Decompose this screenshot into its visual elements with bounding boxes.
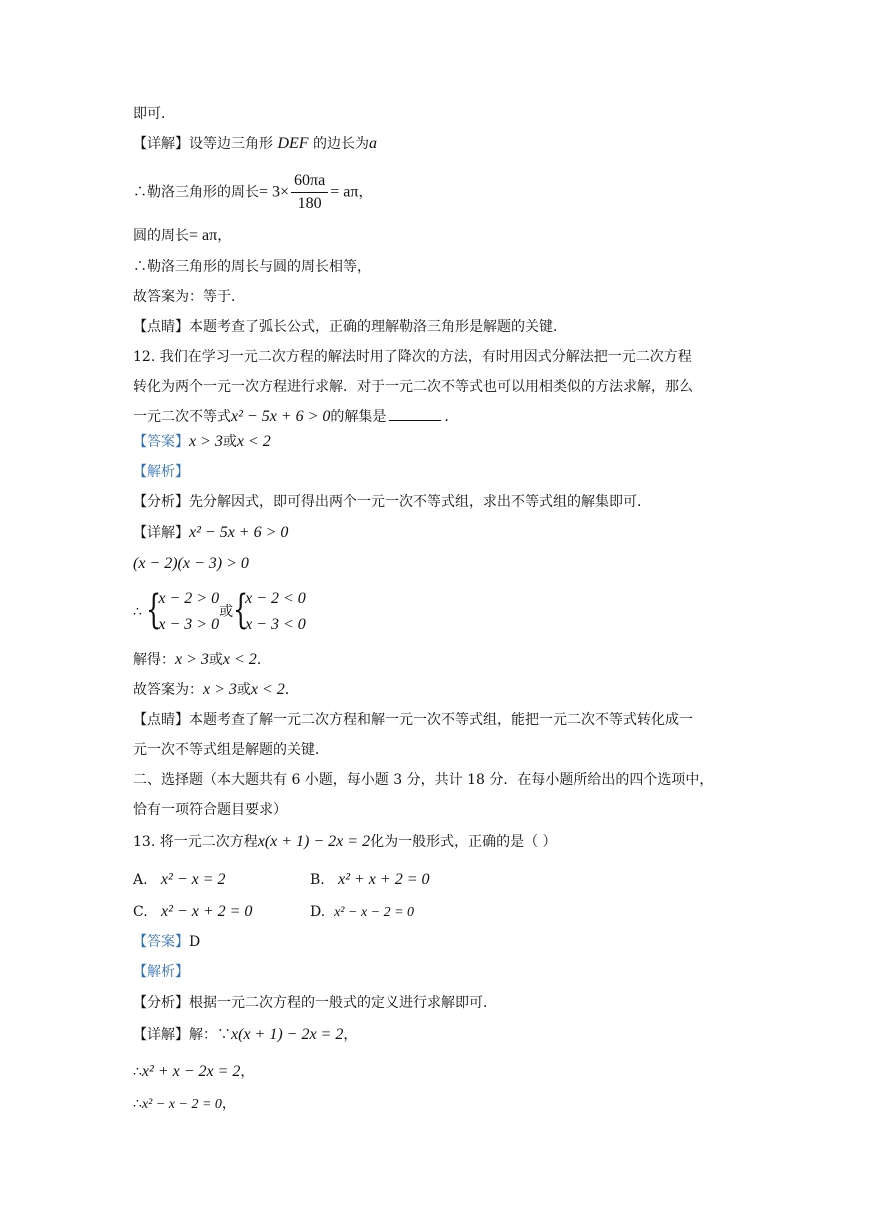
math-a: a [369, 135, 378, 152]
analysis-label: 【解析】 [133, 464, 189, 480]
analysis-text: 根据一元二次方程的一般式的定义进行求解即可． [189, 995, 497, 1011]
math-answer-b: x < 2 [236, 433, 271, 450]
or-text: 或 [222, 434, 237, 450]
comment-text: 本题考查了弧长公式，正确的理解勒洛三角形是解题的关键． [189, 319, 567, 335]
detail-label: 【详解】 [133, 136, 189, 152]
or-text: 或 [236, 682, 251, 698]
q12-line-2 [133, 377, 693, 397]
detail-label: 【详解】 [133, 525, 189, 541]
math-inequality: x² − 5x + 6 > 0 [189, 524, 289, 541]
detail-line [133, 134, 377, 154]
option-label: C. [133, 904, 148, 920]
option-label: B. [310, 872, 325, 888]
section-text: 二、选择题（本大题共有 6 小题，每小题 3 分，共计 18 分．在每小题所给出的四个选项中， [133, 772, 714, 788]
continuation-text: 即可． [133, 106, 175, 122]
math-circle: = aπ [189, 227, 218, 244]
q12-line-1 [133, 347, 692, 367]
math-def: DEF [277, 135, 309, 152]
question-text: 化为一般形式，正确的是（ ） [370, 834, 557, 850]
system-row: x − 2 > 0 [158, 590, 220, 607]
answer-label: 【答案】 [133, 934, 189, 950]
option-b [310, 870, 430, 890]
section-text: 恰有一项符合题目要求） [133, 802, 287, 818]
final-answer-text: 故答案为： [133, 682, 203, 698]
q13-line [133, 832, 557, 852]
question-text: 一元二次不等式 [133, 409, 231, 425]
system-row: x − 3 > 0 [158, 616, 220, 633]
answer-text: 故答案为：等于． [133, 289, 245, 305]
analysis-label: 【解析】 [133, 964, 189, 980]
comment-line [133, 317, 567, 337]
comment-line-2 [133, 740, 329, 760]
math-equation: x(x + 1) − 2x = 2 [231, 1026, 344, 1043]
text-line [133, 104, 175, 124]
punct: ， [358, 184, 373, 201]
math-eq1: = 3× [259, 183, 290, 201]
option-label: D. [310, 904, 326, 920]
option-math: x² − x − 2 = 0 [334, 905, 415, 920]
equal-text: ∴勒洛三角形的周长与圆的周长相等， [133, 259, 371, 275]
perimeter-line [133, 170, 372, 215]
option-math: x² − x + 2 = 0 [161, 903, 253, 920]
punct: ， [217, 228, 232, 244]
option-a [133, 870, 226, 890]
question-text: 12. 我们在学习一元二次方程的解法时用了降次的方法，有时用因式分解法把一元二次方程 [133, 349, 692, 365]
analysis-sub-label: 【分析】 [133, 995, 189, 1011]
factor-line [133, 554, 249, 574]
math-step: x² + x − 2x = 2 [141, 1063, 241, 1080]
analysis-sub-label: 【分析】 [133, 494, 189, 510]
punct: ， [343, 1027, 358, 1043]
math-a: x > 3 [203, 681, 237, 698]
system-row: x − 3 < 0 [245, 616, 306, 633]
text-line [133, 257, 371, 277]
math-b: x < 2 [222, 651, 257, 668]
answer-blank [389, 406, 441, 421]
math-inequality: x² − 5x + 6 > 0 [231, 408, 331, 425]
solve-line [133, 650, 271, 670]
math-answer-a: x > 3 [189, 433, 223, 450]
detail-line [133, 523, 288, 543]
math-step: x² − x − 2 = 0 [141, 1097, 222, 1112]
comment-text: 本题考查了解一元二次方程和解一元一次不等式组，能把一元二次不等式转化成一 [189, 712, 693, 728]
answer-value: D [189, 934, 201, 950]
math-eq2: = aπ [330, 183, 359, 201]
answer-line [133, 932, 200, 952]
comment-text: 元一次不等式组是解题的关键． [133, 742, 329, 758]
punct: ． [284, 682, 299, 698]
detail-text-2: 的边长为 [313, 136, 370, 152]
text-line [133, 287, 245, 307]
detail-text: 解：∵ [189, 1027, 231, 1043]
answer-label: 【答案】 [133, 434, 189, 450]
math-a: x > 3 [175, 651, 209, 668]
punct: ， [221, 1096, 236, 1112]
analysis-heading [133, 962, 189, 982]
system-line [133, 586, 306, 638]
punct: ． [444, 409, 459, 425]
section-heading-2 [133, 800, 287, 820]
analysis-line [133, 993, 497, 1013]
fraction-numerator: 60πa [291, 170, 328, 193]
or-text: 或 [208, 652, 223, 668]
step-line-2 [133, 1094, 236, 1115]
circle-line [133, 226, 231, 246]
inequality-system-1: { x − 2 > 0 x − 3 > 0 [146, 586, 219, 638]
therefore-symbol: ∴ [133, 604, 142, 620]
math-b: x < 2 [250, 681, 285, 698]
option-math: x² − x = 2 [160, 871, 226, 888]
section-heading [133, 770, 713, 790]
question-text: 转化为两个一元一次方程进行求解．对于一元二次不等式也可以用相类似的方法求解，那么 [133, 379, 693, 395]
comment-line [133, 710, 693, 730]
detail-label: 【详解】 [133, 1027, 189, 1043]
analysis-line [133, 492, 651, 512]
solve-text: 解得： [133, 652, 175, 668]
option-math: x² + x + 2 = 0 [338, 871, 430, 888]
answer-line [133, 432, 271, 452]
circle-text: 圆的周长 [133, 228, 189, 244]
comment-label: 【点睛】 [133, 319, 189, 335]
perimeter-text: ∴勒洛三角形的周长 [133, 184, 259, 201]
detail-text: 设等边三角形 [189, 136, 273, 152]
q12-line-3 [133, 406, 458, 427]
fraction [291, 170, 328, 215]
final-answer-line [133, 680, 299, 700]
inequality-system-2: { x − 2 < 0 x − 3 < 0 [233, 586, 306, 638]
therefore-symbol: ∴ [133, 1096, 142, 1112]
option-d [310, 902, 414, 923]
detail-line [133, 1025, 357, 1045]
step-line-1 [133, 1062, 254, 1082]
therefore-symbol: ∴ [133, 1064, 142, 1080]
or-text: 或 [219, 604, 234, 620]
analysis-heading [133, 462, 189, 482]
punct: ． [256, 652, 271, 668]
option-label: A. [133, 872, 148, 888]
question-text: 13. 将一元二次方程 [133, 834, 258, 850]
comment-label: 【点睛】 [133, 712, 189, 728]
fraction-denominator: 180 [297, 195, 322, 212]
punct: ， [240, 1064, 255, 1080]
math-equation: x(x + 1) − 2x = 2 [257, 833, 371, 850]
analysis-text: 先分解因式，即可得出两个一元一次不等式组，求出不等式组的解集即可． [189, 494, 651, 510]
question-text: 的解集是 [330, 409, 387, 425]
math-factored: (x − 2)(x − 3) > 0 [133, 555, 249, 572]
option-c [133, 902, 252, 922]
system-row: x − 2 < 0 [245, 590, 306, 607]
